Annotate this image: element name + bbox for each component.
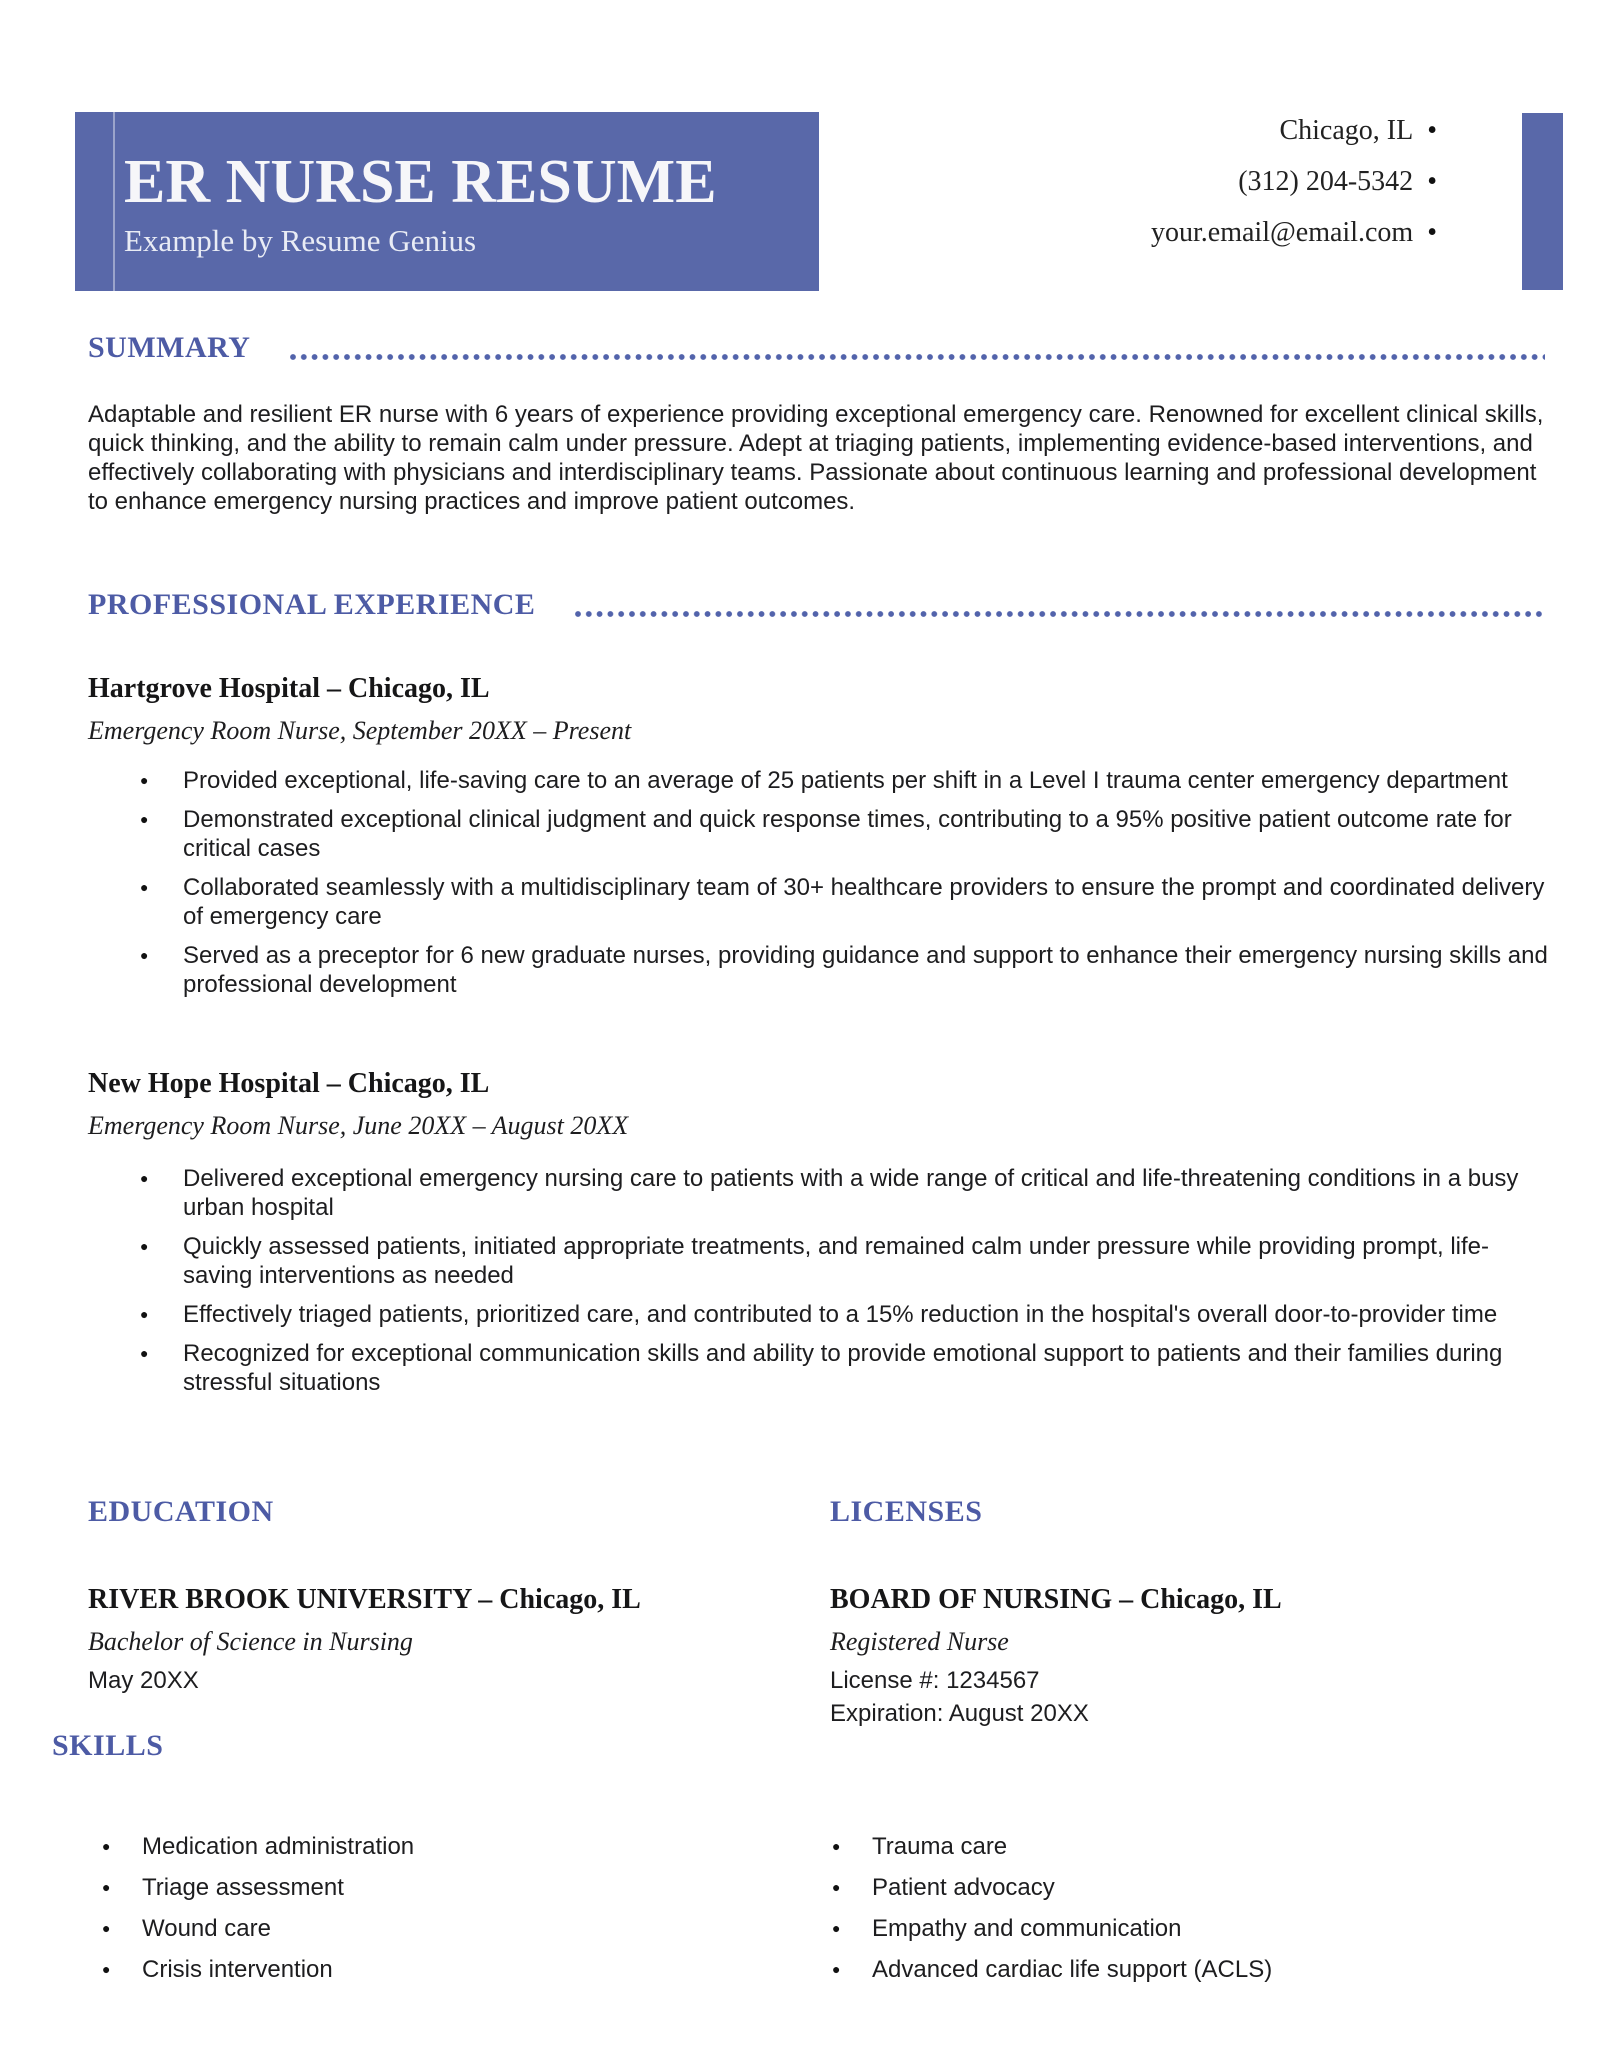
- skill-text: Trauma care: [872, 1833, 1008, 1860]
- bullet-text: Collaborated seamlessly with a multidisciplinary team of 30+ healthcare providers to ensure the prompt and coordinated delivery of emergency care: [183, 874, 1545, 930]
- license-title: Registered Nurse: [830, 1627, 1009, 1656]
- contact-line-email: [1151, 207, 1437, 258]
- header-banner: [75, 112, 819, 291]
- experience-section-header: [88, 587, 1545, 623]
- bullet-item: [128, 873, 1553, 931]
- bullet-separator-icon: •: [1427, 115, 1437, 146]
- education-entry: [88, 1583, 641, 1697]
- job-1-bullet-list: [128, 766, 1553, 1009]
- role-dates: Emergency Room Nurse, September 20XX – Present: [88, 716, 632, 745]
- contact-line-phone: [1151, 156, 1437, 207]
- header-accent-bar: [1522, 113, 1563, 290]
- bullet-item: [128, 1164, 1553, 1222]
- contact-block: [1151, 105, 1437, 258]
- bullet-item: [128, 1300, 1553, 1329]
- role-dates: Emergency Room Nurse, June 20XX – August 20XX: [88, 1111, 629, 1140]
- skill-item: [820, 1867, 1440, 1908]
- summary-section-header: [88, 330, 1545, 366]
- skills-list-right: [820, 1826, 1440, 1990]
- experience-heading: PROFESSIONAL EXPERIENCE: [88, 588, 536, 621]
- dotted-divider: [575, 611, 1545, 617]
- skill-item: [90, 1826, 710, 1867]
- skill-item: [90, 1908, 710, 1949]
- skill-text: Wound care: [142, 1915, 271, 1942]
- banner-accent-line: [113, 112, 115, 291]
- bullet-text: Effectively triaged patients, prioritized care, and contributed to a 15% reduction in the hospital's overall door-to-provider time: [183, 1301, 1498, 1328]
- resume-title: ER NURSE RESUME: [124, 148, 717, 216]
- bullet-text: Demonstrated exceptional clinical judgment and quick response times, contributing to a 95% positive patient outcome rate for critical cases: [183, 806, 1512, 862]
- education-heading: EDUCATION: [88, 1495, 274, 1528]
- degree-name: Bachelor of Science in Nursing: [88, 1627, 413, 1656]
- bullet-separator-icon: •: [1427, 166, 1437, 197]
- contact-location-text: Chicago, IL: [1279, 115, 1414, 146]
- skill-text: Patient advocacy: [872, 1874, 1055, 1901]
- bullet-text: Served as a preceptor for 6 new graduate nurses, providing guidance and support to enhance their emergency nursing skills and professional development: [183, 942, 1548, 998]
- employer-name: New Hope Hospital – Chicago, IL: [88, 1068, 490, 1099]
- bullet-separator-icon: •: [1427, 217, 1437, 248]
- skill-item: [820, 1826, 1440, 1867]
- summary-paragraph: Adaptable and resilient ER nurse with 6 years of experience providing exceptional emergency care. Renowned for excellent clinical skills, quick thinking, and the ability to remain calm under pressure. Adept at triaging patients, implementing evidence-based interventions, and effectively collaborating with physicians and interdisciplinary teams. Passionate about continuous learning and professional development to enhance emergency nursing practices and improve patient outcomes.: [88, 401, 1544, 515]
- skill-text: Triage assessment: [142, 1874, 344, 1901]
- licenses-heading: LICENSES: [830, 1495, 983, 1528]
- skill-text: Advanced cardiac life support (ACLS): [872, 1956, 1273, 1983]
- license-entry: [830, 1583, 1282, 1730]
- job-entry-2: [88, 1067, 628, 1142]
- skill-item: [90, 1949, 710, 1990]
- license-number: License #: 1234567: [830, 1667, 1040, 1694]
- skill-text: Medication administration: [142, 1833, 415, 1860]
- skills-list-left: [90, 1826, 710, 1990]
- bullet-item: [128, 1232, 1553, 1290]
- summary-heading: SUMMARY: [88, 331, 251, 364]
- contact-email-text: your.email@email.com: [1151, 217, 1414, 248]
- bullet-text: Delivered exceptional emergency nursing care to patients with a wide range of critical and life-threatening conditions in a busy urban hospital: [183, 1165, 1519, 1221]
- license-org: BOARD OF NURSING – Chicago, IL: [830, 1584, 1282, 1615]
- skills-heading: SKILLS: [52, 1729, 164, 1762]
- contact-line-location: [1151, 105, 1437, 156]
- resume-subtitle: Example by Resume Genius: [124, 223, 477, 258]
- bullet-text: Quickly assessed patients, initiated appropriate treatments, and remained calm under pressure while providing prompt, life-saving interventions as needed: [183, 1233, 1489, 1289]
- job-entry-1: [88, 672, 631, 747]
- employer-name: Hartgrove Hospital – Chicago, IL: [88, 673, 490, 704]
- job-2-bullet-list: [128, 1164, 1553, 1407]
- skill-item: [90, 1867, 710, 1908]
- graduation-date: May 20XX: [88, 1667, 199, 1694]
- bullet-text: Recognized for exceptional communication skills and ability to provide emotional support to patients and their families during stressful situations: [183, 1340, 1503, 1396]
- skill-item: [820, 1949, 1440, 1990]
- dotted-divider: [290, 354, 1545, 360]
- skill-text: Crisis intervention: [142, 1956, 333, 1983]
- bullet-text: Provided exceptional, life-saving care to an average of 25 patients per shift in a Level I trauma center emergency department: [183, 767, 1508, 794]
- bullet-item: [128, 805, 1553, 863]
- bullet-item: [128, 1339, 1553, 1397]
- school-name: RIVER BROOK UNIVERSITY – Chicago, IL: [88, 1584, 641, 1615]
- bullet-item: [128, 766, 1553, 795]
- skill-text: Empathy and communication: [872, 1915, 1182, 1942]
- license-expiration: Expiration: August 20XX: [830, 1700, 1089, 1727]
- bullet-item: [128, 941, 1553, 999]
- skill-item: [820, 1908, 1440, 1949]
- contact-phone-text: (312) 204-5342: [1238, 166, 1414, 197]
